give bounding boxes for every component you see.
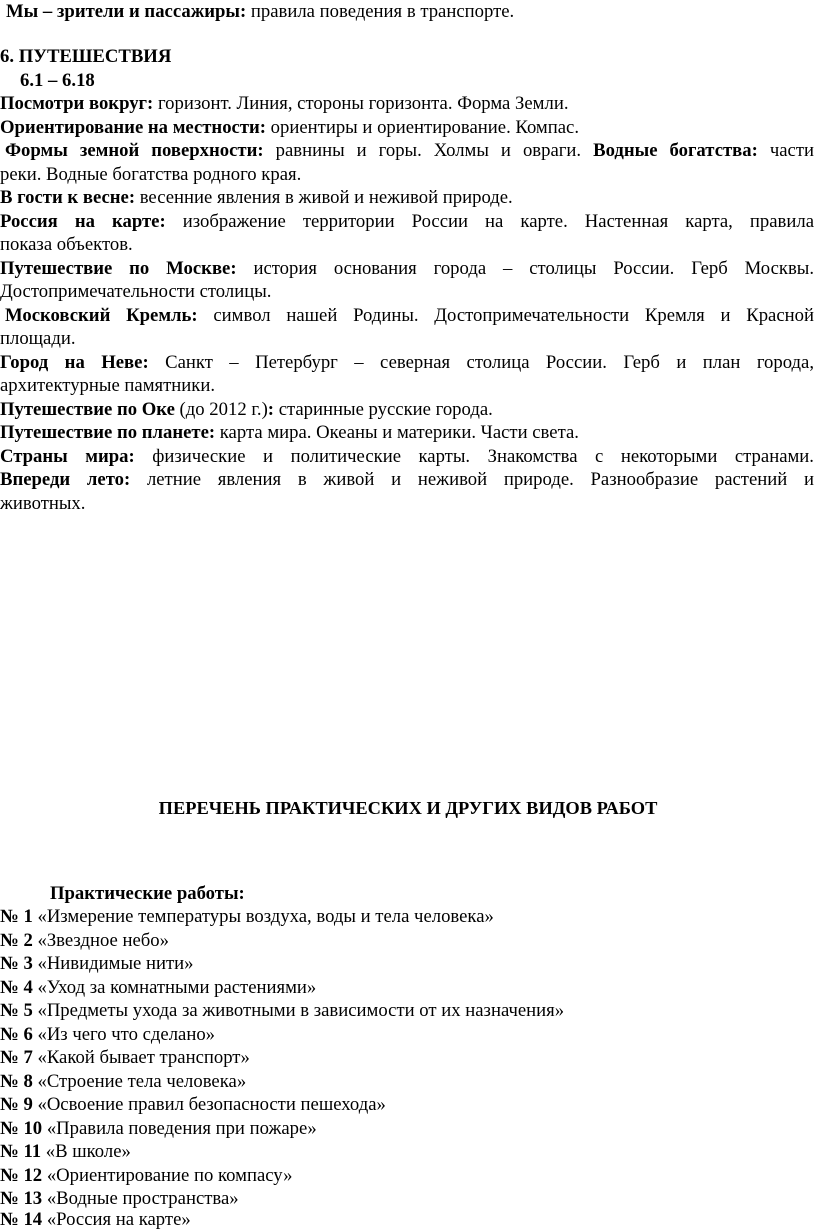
topic-line: Путешествие по Москве: история основания города – столицы России. Герб Москвы. [0, 258, 814, 279]
topic-line: Город на Неве: Санкт – Петербург – северная столица России. Герб и план города, [0, 352, 814, 373]
topic-line: Страны мира: физические и политические карты. Знакомства с некоторыми странами. [0, 446, 814, 467]
topic-line: Путешествие по Оке (до 2012 г.): старинные русские города. [0, 399, 493, 420]
work-item: № 8 «Строение тела человека» [0, 1071, 247, 1092]
work-item: № 11 «В школе» [0, 1141, 131, 1162]
intro-bold: Мы – зрители и пассажиры: [6, 1, 247, 22]
practical-title: Практические работы: [50, 883, 245, 904]
topic-line: Посмотри вокруг: горизонт. Линия, стороны горизонта. Форма Земли. [0, 93, 569, 114]
topic-line: Ориентирование на местности: ориентиры и ориентирование. Компас. [0, 117, 580, 138]
topic-line-cont: животных. [0, 493, 86, 514]
work-item: № 5 «Предметы ухода за животными в зависимости от их назначения» [0, 1000, 565, 1021]
intro-text: правила поведения в транспорте. [246, 1, 515, 22]
section-hours: 6.1 – 6.18 [20, 70, 95, 91]
work-item: № 2 «Звездное небо» [0, 930, 169, 951]
work-item: № 4 «Уход за комнатными растениями» [0, 977, 317, 998]
work-item: № 7 «Какой бывает транспорт» [0, 1047, 250, 1068]
topic-line-cont: показа объектов. [0, 234, 133, 255]
work-item: № 9 «Освоение правил безопасности пешехода» [0, 1094, 386, 1115]
work-item: № 12 «Ориентирование по компасу» [0, 1165, 293, 1186]
work-item: № 1 «Измерение температуры воздуха, воды и тела человека» [0, 906, 494, 927]
work-item: № 10 «Правила поведения при пожаре» [0, 1118, 317, 1139]
topic-line: Россия на карте: изображение территории России на карте. Настенная карта, правила [0, 211, 815, 232]
topic-line: Путешествие по планете: карта мира. Океаны и материки. Части света. [0, 422, 579, 443]
section-title: 6. ПУТЕШЕСТВИЯ [0, 46, 172, 67]
intro-line [6, 0, 816, 24]
topic-line-cont: площади. [0, 328, 76, 349]
topic-line: Формы земной поверхности: равнины и горы. Холмы и овраги. Водные богатства: части [5, 140, 814, 161]
topic-line: В гости к весне: весенние явления в живой и неживой природе. [0, 187, 513, 208]
works-heading: ПЕРЕЧЕНЬ ПРАКТИЧЕСКИХ И ДРУГИХ ВИДОВ РАБОТ [158, 798, 658, 818]
topic-line-cont: Достопримечательности столицы. [0, 281, 272, 302]
topic-line: Впереди лето: летние явления в живой и неживой природе. Разнообразие растений и [0, 469, 814, 490]
work-item: № 14 «Россия на карте» [0, 1209, 191, 1230]
topic-line-cont: архитектурные памятники. [0, 375, 216, 396]
work-item: № 6 «Из чего что сделано» [0, 1024, 216, 1045]
work-item: № 13 «Водные пространства» [0, 1188, 239, 1209]
work-item: № 3 «Нивидимые нити» [0, 953, 194, 974]
topic-line: Московский Кремль: символ нашей Родины. Достопримечательности Кремля и Красной [5, 305, 814, 326]
topic-line-cont: реки. Водные богатства родного края. [0, 164, 302, 185]
